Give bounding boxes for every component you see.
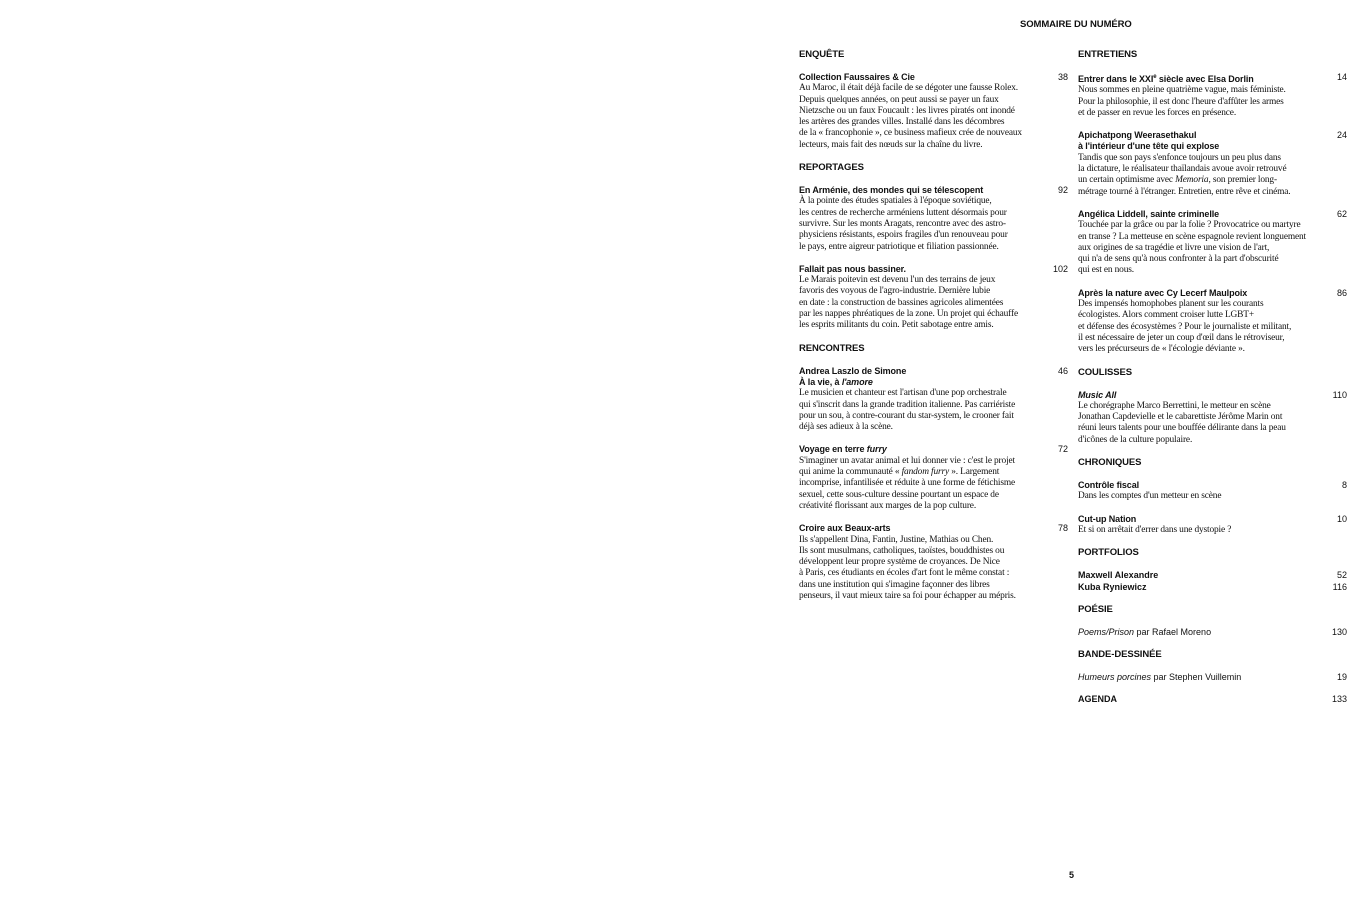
description-line: en transe ? La metteuse en scène espagnole revient longuement xyxy=(1078,231,1306,242)
description-line: qui n'a de sens qu'à nous confronter à la part d'obscurité xyxy=(1078,254,1279,265)
entry-description xyxy=(799,275,1068,331)
description-line: les centres de recherche arméniens luttent désormais pour xyxy=(799,207,1007,218)
entry-description xyxy=(1078,85,1347,119)
description-line: en date : la construction de bassines agricoles alimentées xyxy=(799,297,1004,308)
entry-description xyxy=(799,196,1068,252)
page-number: 78 xyxy=(1057,523,1068,534)
page-number: 72 xyxy=(1057,444,1068,455)
description-line: Dans les comptes d'un metteur en scène xyxy=(1078,491,1222,502)
entry-description xyxy=(1078,153,1347,198)
description-line: il est nécessaire de jeter un coup d'œil dans le rétroviseur, xyxy=(1078,332,1285,343)
toc-entry[interactable] xyxy=(799,366,1068,434)
entry-description xyxy=(799,83,1068,151)
page-number: 46 xyxy=(1057,365,1068,376)
description-line: développent leur propre système de croyances. De Nice xyxy=(799,557,1000,568)
page-number: 24 xyxy=(1336,130,1347,141)
line-italic-text: Memoria xyxy=(1175,175,1209,186)
toc-entry[interactable] xyxy=(799,264,1068,332)
section-heading-chroniques: CHRONIQUES xyxy=(1078,457,1142,469)
toc-entry[interactable] xyxy=(1078,72,1347,119)
toc-entry[interactable] xyxy=(799,444,1068,512)
entry-title xyxy=(1078,72,1317,85)
description-line: déjà ses adieux à la scène. xyxy=(799,422,893,433)
description-line: Le musicien et chanteur est l'artisan d'une pop orchestrale xyxy=(799,388,1007,399)
entry-title: Collection Faussaires & Cie xyxy=(799,72,915,82)
entry-subtitle: à l'intérieur d'une tête qui explose xyxy=(1078,141,1220,152)
description-line: qui s'inscrit dans la grande tradition italienne. Pas carriériste xyxy=(799,399,1016,410)
entry-description xyxy=(799,456,1068,512)
entry-title: Contrôle fiscal xyxy=(1078,480,1140,491)
page-number: 38 xyxy=(1057,72,1068,82)
entry-title xyxy=(799,444,1038,455)
entry-title: Cut-up Nation xyxy=(1078,513,1137,524)
title-text: Entrer dans le XXI xyxy=(1078,74,1154,84)
toc-entry[interactable] xyxy=(1078,209,1347,277)
entry-title: Après la nature avec Cy Lecerf Maulpoix xyxy=(1078,287,1248,298)
line-text: , son premier long- xyxy=(1208,175,1277,186)
subtitle-text: À la vie, à xyxy=(799,376,842,387)
description-line xyxy=(799,467,1068,478)
entry-title: par Stephen Vuillemin xyxy=(1151,672,1242,683)
description-line: le pays, entre aigreur patriotique et filiation passionnée. xyxy=(799,241,999,252)
toc-entry[interactable] xyxy=(799,523,1068,602)
description-line: À la pointe des études spatiales à l'époque soviétique, xyxy=(799,196,992,207)
entry-description xyxy=(1078,299,1347,355)
description-line: sexuel, cette sous-culture dessine pourtant un espace de xyxy=(799,489,999,500)
entry-description xyxy=(799,388,1068,433)
section-heading-entretiens: ENTRETIENS xyxy=(1078,49,1138,60)
description-line: qui est en nous. xyxy=(1078,265,1134,276)
description-line: aux origines de sa tragédie et livre une vision de l'art, xyxy=(1078,242,1270,253)
entry-title: Croire aux Beaux-arts xyxy=(799,523,891,534)
section-heading-bd: BANDE-DESSINÉE xyxy=(1078,649,1162,661)
description-line: favoris des voyous de l'agro-industrie. Dernière lubie xyxy=(799,286,991,297)
description-line: Des impensés homophobes planent sur les courants xyxy=(1078,299,1264,310)
description-line: et défense des écosystèmes ? Pour le journaliste et militant, xyxy=(1078,321,1292,332)
description-line: Jonathan Capdevielle et le cabarettiste Jérôme Marin ont xyxy=(1078,412,1283,423)
description-line: Le Marais poitevin est devenu l'un des terrains de jeux xyxy=(799,275,996,286)
page-number: 86 xyxy=(1336,287,1347,298)
description-line: Depuis quelques années, on peut aussi se payer un faux xyxy=(799,94,999,105)
page-number: 133 xyxy=(1331,694,1347,705)
line-italic-text: fandom furry xyxy=(901,467,950,478)
toc-entry-agenda[interactable] xyxy=(1078,694,1347,705)
entry-title: Apichatpong Weerasethakul xyxy=(1078,130,1197,141)
description-line: dans une institution qui s'imagine façonner des libres xyxy=(799,579,990,590)
entry-description xyxy=(1078,401,1347,446)
description-line: S'imaginer un avatar animal et lui donner vie : c'est le projet xyxy=(799,455,1015,466)
description-line: survivre. Sur les monts Aragats, rencontre avec des astro- xyxy=(799,218,1006,229)
page-title: SOMMAIRE DU NUMÉRO xyxy=(1020,19,1132,30)
title-text: siècle avec Elsa Dorlin xyxy=(1156,74,1254,84)
entry-title-italic: Humeurs porcines xyxy=(1078,672,1152,683)
description-line: pour un sou, à contre-courant du star-system, le crooner fait xyxy=(799,410,1014,421)
title-superscript: e xyxy=(1153,74,1157,80)
description-line: penseurs, il vaut mieux taire sa foi pour échapper au mépris. xyxy=(799,590,1016,601)
entry-description xyxy=(799,535,1068,603)
description-line: les artères des grandes villes. Installé dans les décombres xyxy=(799,117,1005,128)
description-line: de la « francophonie », ce business mafieux crée de nouveaux xyxy=(799,128,1022,139)
toc-entry-group xyxy=(1078,672,1347,683)
page-number: 110 xyxy=(1332,389,1347,400)
description-line: Le chorégraphe Marco Berrettini, le metteur en scène xyxy=(1078,400,1271,411)
entry-description xyxy=(1078,491,1347,502)
description-line: réuni leurs talents pour une bouffée délirante dans la peau xyxy=(1078,423,1286,434)
toc-entry[interactable] xyxy=(1078,627,1347,638)
entry-description xyxy=(1078,220,1347,276)
entry-title-italic: Poems/Prison xyxy=(1078,626,1135,637)
description-line: les esprits militants du coin. Petit sabotage entre amis. xyxy=(799,320,994,331)
description-line: Au Maroc, il était déjà facile de se dégoter une fausse Rolex. xyxy=(799,83,1018,94)
description-line: Nietzsche ou un faux Foucault : les livres piratés ont inondé xyxy=(799,105,1015,116)
page-number: 52 xyxy=(1336,570,1347,581)
entry-subtitle xyxy=(799,377,1068,388)
page-number: 102 xyxy=(1052,263,1068,274)
section-heading-enquete: ENQUÊTE xyxy=(799,49,845,60)
page-number: 10 xyxy=(1336,513,1347,524)
page-number: 19 xyxy=(1336,672,1347,683)
section-heading-agenda: AGENDA xyxy=(1078,694,1118,705)
toc-entry[interactable] xyxy=(799,72,1068,151)
title-italic-text: furry xyxy=(866,444,887,455)
description-line: Nous sommes en pleine quatrième vague, mais féministe. xyxy=(1078,85,1286,96)
line-text: qui anime la communauté « xyxy=(799,467,902,478)
description-line: créativité florissant aux marges de la pop culture. xyxy=(799,500,977,511)
toc-entry[interactable] xyxy=(1078,390,1347,446)
entry-title: Kuba Ryniewicz xyxy=(1078,581,1147,592)
page-number: 92 xyxy=(1057,185,1068,196)
description-line xyxy=(1078,175,1347,186)
page-number: 62 xyxy=(1336,208,1347,219)
entry-title: En Arménie, des mondes qui se télescopent xyxy=(799,185,984,196)
entry-title: Maxwell Alexandre xyxy=(1078,570,1159,581)
section-heading-portfolios: PORTFOLIOS xyxy=(1078,547,1139,559)
section-heading-rencontres: RENCONTRES xyxy=(799,342,865,354)
description-line: métrage tourné à l'étranger. Entretien, entre rêve et cinéma. xyxy=(1078,186,1291,197)
section-heading-poesie: POÉSIE xyxy=(1078,603,1113,615)
description-line: par les nappes phréatiques de la zone. Un projet qui échauffe xyxy=(799,309,1018,320)
section-heading-coulisses: COULISSES xyxy=(1078,366,1132,378)
toc-entry-group xyxy=(1078,627,1347,638)
toc-entry-group xyxy=(1078,570,1347,593)
subtitle-italic-text: l'amore xyxy=(841,376,873,387)
description-line: la dictature, le réalisateur thaïlandais avoue avoir retrouvé xyxy=(1078,164,1287,175)
line-text: un certain optimisme avec xyxy=(1078,175,1176,186)
description-line: à Paris, ces étudiants en écoles d'art font le même constat : xyxy=(799,568,1010,579)
title-italic-text: Music All xyxy=(1078,389,1117,400)
page-number: 116 xyxy=(1332,581,1347,592)
description-line: et de passer en revue les forces en présence. xyxy=(1078,107,1237,118)
description-line: d'icônes de la culture populaire. xyxy=(1078,434,1193,445)
description-line: vers les précurseurs de « l'écologie déviante ». xyxy=(1078,344,1245,355)
description-line: Et si on arrêtait d'errer dans une dystopie ? xyxy=(1078,524,1232,535)
toc-entry[interactable] xyxy=(1078,288,1347,356)
toc-entry[interactable] xyxy=(1078,130,1347,198)
description-line: Tandis que son pays s'enfonce toujours un peu plus dans xyxy=(1078,152,1281,163)
description-line: écologistes. Alors comment croiser lutte LGBT+ xyxy=(1078,310,1254,321)
description-line: Pour la philosophie, il est donc l'heure d'affûter les armes xyxy=(1078,96,1284,107)
entry-title xyxy=(1078,390,1317,401)
toc-entry[interactable] xyxy=(799,185,1068,253)
folio-page-number: 5 xyxy=(1069,870,1075,880)
toc-entry[interactable] xyxy=(1078,672,1347,683)
description-line: physiciens résistants, espoirs fragiles d'un renouveau pour xyxy=(799,230,1008,241)
entry-title: par Rafael Moreno xyxy=(1134,626,1212,637)
description-line: lecteurs, mais fait des nœuds sur la chaîne du livre. xyxy=(799,139,983,150)
page-number: 14 xyxy=(1336,72,1347,82)
toc-entry[interactable] xyxy=(1078,582,1347,593)
entry-title: Angélica Liddell, sainte criminelle xyxy=(1078,208,1220,219)
toc-entry[interactable] xyxy=(1078,480,1347,503)
entry-title: Fallait pas nous bassiner. xyxy=(799,263,906,274)
description-line: Ils s'appellent Dina, Fantin, Justine, Mathias ou Chen. xyxy=(799,534,994,545)
page-number: 130 xyxy=(1331,626,1347,637)
toc-left-column xyxy=(799,49,1068,613)
toc-entry[interactable] xyxy=(1078,570,1347,581)
page-number: 8 xyxy=(1341,480,1347,491)
title-text: Voyage en terre xyxy=(799,444,867,455)
line-text: ». Largement xyxy=(949,467,1000,478)
description-line: Ils sont musulmans, catholiques, taoïstes, bouddhistes ou xyxy=(799,545,1005,556)
toc-entry[interactable] xyxy=(1078,514,1347,537)
entry-description xyxy=(1078,525,1347,536)
section-heading-reportages: REPORTAGES xyxy=(799,162,864,174)
description-line: incomprise, infantilisée et réduite à une forme de fétichisme xyxy=(799,478,1016,489)
entry-title: Andrea Laszlo de Simone xyxy=(799,365,907,376)
description-line: Touchée par la grâce ou par la folie ? Provocatrice ou martyre xyxy=(1078,220,1301,231)
toc-right-column xyxy=(1078,49,1347,706)
